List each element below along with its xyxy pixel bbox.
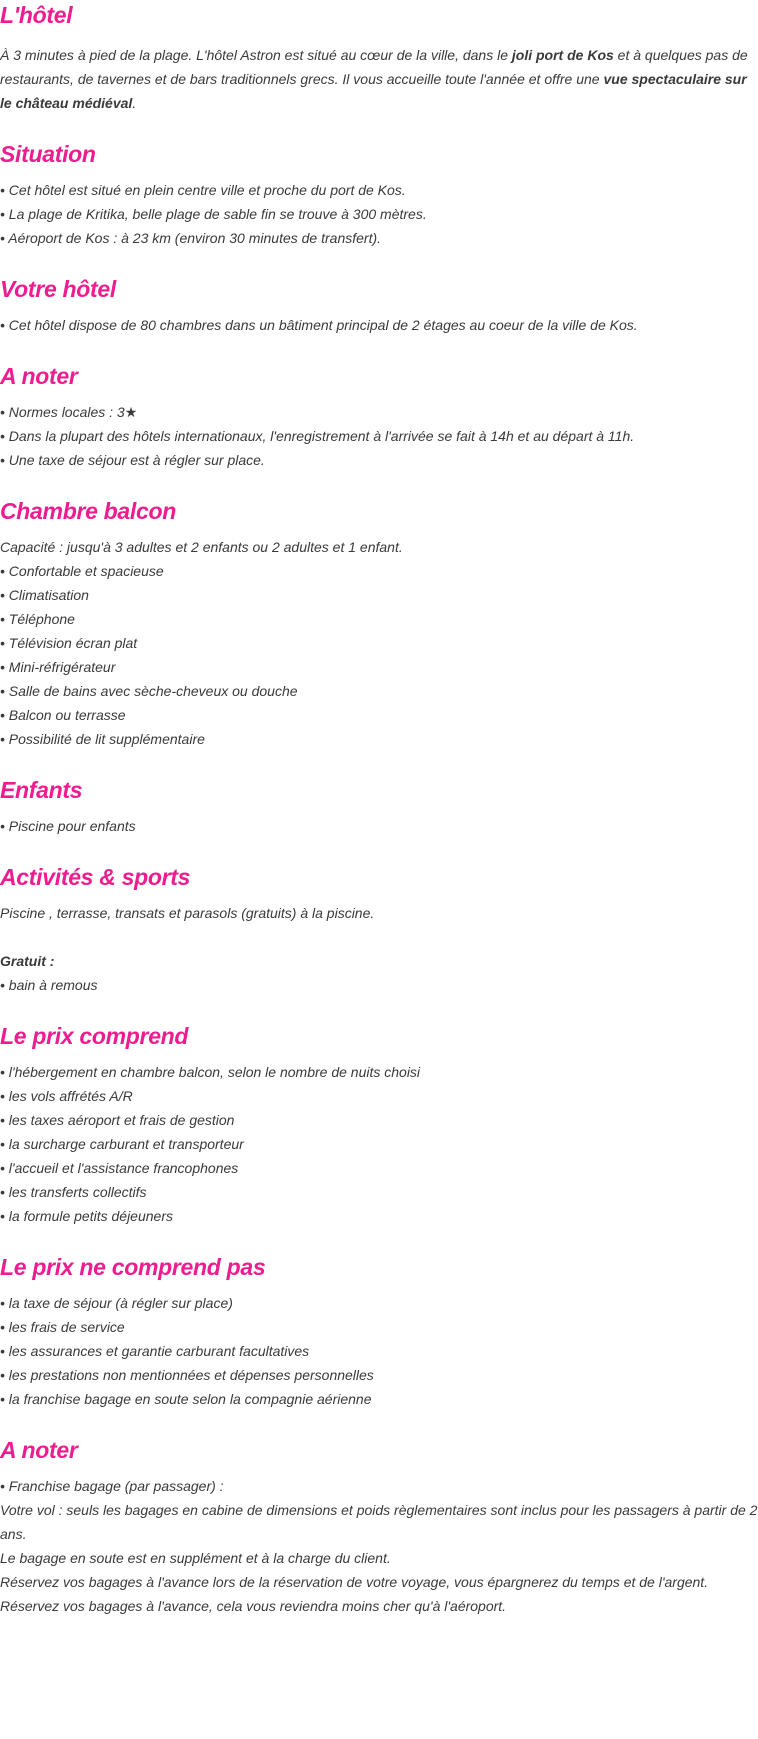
intro-text-1: À 3 minutes à pied de la plage. L'hôtel Astron est situé au cœur de la ville, dans le	[0, 47, 512, 63]
chambre-capacity: Capacité : jusqu'à 3 adultes et 2 enfants ou 2 adultes et 1 enfant.	[0, 539, 403, 555]
list-item: Réservez vos bagages à l'avance, cela vous reviendra moins cher qu'à l'aéroport.	[0, 1598, 507, 1614]
section-title-votre-hotel: Votre hôtel	[0, 276, 116, 302]
list-item: • l'accueil et l'assistance francophones	[0, 1160, 239, 1176]
section-title-prix-ne-comprend: Le prix ne comprend pas	[0, 1254, 266, 1280]
list-item: Votre vol : seuls les bagages en cabine de dimensions et poids règlementaires sont inclus pour les passagers à partir de 2 ans.	[0, 1502, 758, 1542]
list-item: • les assurances et garantie carburant facultatives	[0, 1343, 310, 1359]
list-item: • Une taxe de séjour est à régler sur place.	[0, 452, 265, 468]
section-title-situation: Situation	[0, 141, 96, 167]
list-item: • les taxes aéroport et frais de gestion	[0, 1112, 235, 1128]
list-item: • Téléphone	[0, 611, 75, 627]
list-item: • Normes locales : 3★	[0, 404, 138, 420]
list-item: • Possibilité de lit supplémentaire	[0, 731, 205, 747]
activites-text: Piscine , terrasse, transats et parasols (gratuits) à la piscine.	[0, 905, 375, 921]
section-title-activites: Activités & sports	[0, 864, 191, 890]
list-item: • Aéroport de Kos : à 23 km (environ 30 minutes de transfert).	[0, 230, 382, 246]
list-item: • les frais de service	[0, 1319, 125, 1335]
intro-text-3: .	[132, 95, 137, 111]
list-item: • Confortable et spacieuse	[0, 563, 164, 579]
chambre-list	[0, 535, 758, 751]
section-a-noter-bagages	[0, 1435, 758, 1618]
a-noter-list	[0, 400, 758, 472]
section-chambre-balcon	[0, 496, 758, 751]
section-title-hotel: L'hôtel	[0, 2, 73, 28]
intro-bold-view: vue spectaculaire sur le château médiéval	[0, 71, 747, 111]
intro-bold-port: joli port de Kos	[511, 47, 614, 63]
section-hotel	[0, 0, 758, 115]
section-title-enfants: Enfants	[0, 777, 83, 803]
list-item: • Balcon ou terrasse	[0, 707, 126, 723]
gratuit-label: Gratuit :	[0, 953, 55, 969]
list-item: • La plage de Kritika, belle plage de sable fin se trouve à 300 mètres.	[0, 206, 427, 222]
list-item: • Cet hôtel dispose de 80 chambres dans un bâtiment principal de 2 étages au coeur de la ville de Kos.	[0, 317, 638, 333]
list-item: • Franchise bagage (par passager) :	[0, 1478, 224, 1494]
list-item: • Piscine pour enfants	[0, 818, 136, 834]
list-item: • les transferts collectifs	[0, 1184, 147, 1200]
votre-hotel-list	[0, 313, 758, 337]
section-prix-ne-comprend	[0, 1252, 758, 1411]
list-item: • Mini-réfrigérateur	[0, 659, 116, 675]
list-item: Le bagage en soute est en supplément et à la charge du client.	[0, 1550, 391, 1566]
list-item: • la formule petits déjeuners	[0, 1208, 173, 1224]
list-item: • Dans la plupart des hôtels internationaux, l'enregistrement à l'arrivée se fait à 14h et au départ à 11h.	[0, 428, 635, 444]
section-title-a-noter: A noter	[0, 363, 78, 389]
section-enfants	[0, 775, 758, 838]
hotel-intro-paragraph	[0, 43, 758, 115]
intro-text-2: et à quelques pas de restaurants, de tavernes et de bars traditionnels grecs. Il vous accueille toute l'année et offre une	[0, 47, 748, 87]
list-item: • Climatisation	[0, 587, 89, 603]
section-title-prix-comprend: Le prix comprend	[0, 1023, 189, 1049]
list-item: • Cet hôtel est situé en plein centre ville et proche du port de Kos.	[0, 182, 406, 198]
list-item: • la taxe de séjour (à régler sur place)	[0, 1295, 233, 1311]
list-item: • l'hébergement en chambre balcon, selon le nombre de nuits choisi	[0, 1064, 421, 1080]
prix-comprend-list	[0, 1060, 758, 1228]
a-noter-bagages-list	[0, 1474, 758, 1618]
prix-ne-comprend-list	[0, 1291, 758, 1411]
list-item: • bain à remous	[0, 977, 98, 993]
list-item: • la franchise bagage en soute selon la compagnie aérienne	[0, 1391, 372, 1407]
activites-content	[0, 901, 758, 997]
enfants-list	[0, 814, 758, 838]
section-activites	[0, 862, 758, 997]
list-item: Réservez vos bagages à l'avance lors de la réservation de votre voyage, vous épargnerez du temps et de l'argent.	[0, 1574, 709, 1590]
section-situation	[0, 139, 758, 250]
section-title-a-noter-bagages: A noter	[0, 1437, 78, 1463]
section-votre-hotel	[0, 274, 758, 337]
list-item: • les prestations non mentionnées et dépenses personnelles	[0, 1367, 374, 1383]
list-item: • Télévision écran plat	[0, 635, 138, 651]
section-prix-comprend	[0, 1021, 758, 1228]
list-item: • les vols affrétés A/R	[0, 1088, 133, 1104]
section-title-chambre: Chambre balcon	[0, 498, 177, 524]
situation-list	[0, 178, 758, 250]
list-item: • la surcharge carburant et transporteur	[0, 1136, 244, 1152]
section-a-noter	[0, 361, 758, 472]
list-item: • Salle de bains avec sèche-cheveux ou douche	[0, 683, 298, 699]
